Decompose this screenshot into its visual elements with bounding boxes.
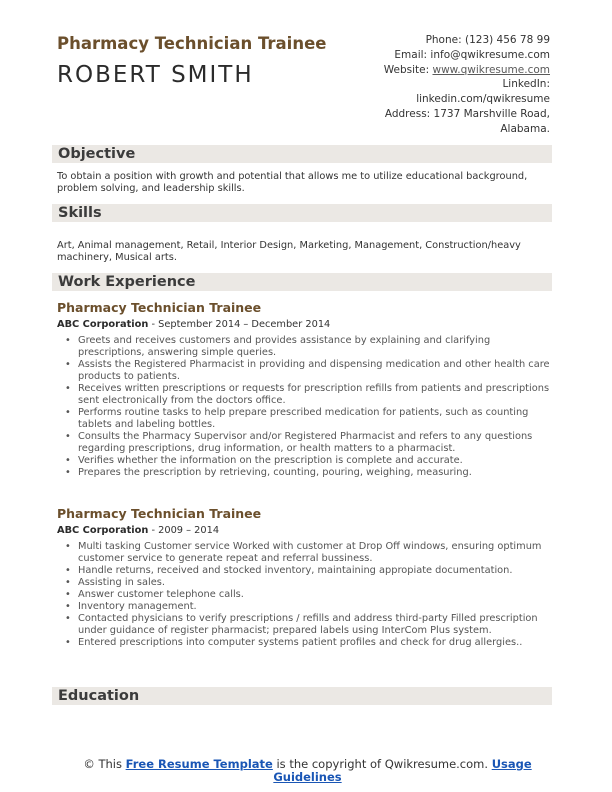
list-item: [57, 431, 552, 455]
list-item-text: Contacted physicians to verify prescriptions / refills and address third-party Filled prescription under guidance of register pharmacist; prepared labels using InterCom Plus system.: [78, 613, 538, 636]
list-item: [57, 589, 552, 601]
candidate-name: ROBERT SMITH: [57, 62, 254, 88]
list-item: [57, 467, 552, 479]
phone-label: Phone:: [425, 34, 462, 46]
address-line2: Alabama.: [500, 122, 550, 135]
contact-email: [290, 48, 550, 63]
website-link[interactable]: www.qwikresume.com: [432, 63, 550, 76]
job-title: Pharmacy Technician Trainee: [57, 300, 262, 315]
list-item-text: Verifies whether the information on the prescription is complete and accurate.: [78, 455, 463, 466]
skills-text: Art, Animal management, Retail, Interior Design, Marketing, Management, Construction/heavy machinery, Musical arts.: [57, 240, 521, 263]
job-meta: [57, 319, 330, 330]
bullet-icon: •: [65, 601, 71, 612]
job-duties-list: [57, 541, 552, 649]
job-duties-list: [57, 335, 552, 479]
list-item: [57, 407, 552, 431]
list-item-text: Inventory management.: [78, 601, 197, 612]
bullet-icon: •: [65, 455, 71, 466]
bullet-icon: •: [65, 541, 71, 552]
list-item: [57, 577, 552, 589]
phone-value: (123) 456 78 99: [464, 34, 550, 46]
contact-address: [290, 107, 550, 122]
list-item: [57, 613, 552, 637]
email-label: Email:: [394, 48, 428, 61]
list-item-text: Answer customer telephone calls.: [78, 589, 244, 600]
free-resume-template-link[interactable]: Free Resume Template: [125, 757, 273, 771]
bullet-icon: •: [65, 407, 71, 418]
bullet-icon: •: [65, 431, 71, 442]
job-meta: [57, 525, 219, 536]
list-item: [57, 359, 552, 383]
objective-text: To obtain a position with growth and potential that allows me to utilize educational background, problem solving, and leadership skills.: [57, 171, 528, 194]
contact-block: [290, 33, 550, 137]
list-item-text: Prepares the prescription by retrieving, counting, pouring, weighing, measuring.: [78, 467, 472, 478]
bullet-icon: •: [65, 637, 71, 648]
list-item-text: Entered prescriptions into computer systems patient profiles and check for drug allergies..: [78, 637, 523, 648]
list-item-text: Assisting in sales.: [78, 577, 165, 588]
footer-prefix: © This: [83, 757, 126, 771]
work-heading: Work Experience: [58, 274, 196, 290]
list-item: [57, 383, 552, 407]
objective-heading: Objective: [58, 146, 136, 162]
job-title: Pharmacy Technician Trainee: [57, 506, 262, 521]
skills-section-header: [52, 204, 552, 222]
website-label: Website:: [383, 63, 430, 76]
objective-section-header: [52, 145, 552, 163]
education-heading: Education: [58, 688, 140, 704]
bullet-icon: •: [65, 613, 71, 624]
bullet-icon: •: [65, 589, 71, 600]
copyright-footer: [60, 758, 555, 784]
list-item: [57, 455, 552, 467]
list-item-text: Assists the Registered Pharmacist in providing and dispensing medication and other health care products to patients.: [78, 359, 550, 382]
list-item-text: Consults the Pharmacy Supervisor and/or Registered Pharmacist and refers to any questions regarding prescriptions, drug information, or health matters to a pharmacist.: [78, 431, 533, 454]
job-company: ABC Corporation: [57, 319, 149, 330]
list-item-text: Performs routine tasks to help prepare prescribed medication for patients, such as counting tablets and labeling bottles.: [78, 407, 529, 430]
work-section-header: [52, 273, 552, 291]
list-item-text: Greets and receives customers and provides assistance by explaining and clarifying prescriptions, answering simple queries.: [78, 335, 491, 358]
contact-linkedin-value: linkedin.com/qwikresume: [416, 93, 550, 106]
bullet-icon: •: [65, 335, 71, 346]
usage-guidelines-link[interactable]: Usage Guidelines: [273, 757, 532, 784]
email-value: info@qwikresume.com: [430, 48, 550, 61]
contact-linkedin-label: LinkedIn:: [502, 78, 550, 91]
job-company: ABC Corporation: [57, 525, 149, 536]
bullet-icon: •: [65, 577, 71, 588]
contact-phone: [290, 33, 550, 48]
contact-website: [290, 63, 550, 78]
list-item-text: Receives written prescriptions or requests for prescription refills from patients and prescriptions sent electronically from the doctors office.: [78, 383, 550, 406]
list-item: [57, 541, 552, 565]
education-section-header: [52, 687, 552, 705]
resume-job-title: Pharmacy Technician Trainee: [57, 34, 327, 53]
list-item: [57, 637, 552, 649]
address-line1: 1737 Marshville Road,: [433, 107, 550, 120]
list-item: [57, 565, 552, 577]
bullet-icon: •: [65, 359, 71, 370]
list-item-text: Multi tasking Customer service Worked with customer at Drop Off windows, ensuring optimum customer service to generate repeat and referral bussiness.: [78, 541, 542, 564]
job-dates: - September 2014 – December 2014: [148, 319, 331, 330]
address-label: Address:: [384, 107, 431, 120]
bullet-icon: •: [65, 383, 71, 394]
footer-middle: is the copyright of Qwikresume.com.: [272, 757, 492, 771]
list-item-text: Handle returns, received and stocked inventory, maintaining appropiate documentation.: [78, 565, 513, 576]
job-dates: - 2009 – 2014: [148, 525, 220, 536]
list-item: [57, 601, 552, 613]
list-item: [57, 335, 552, 359]
bullet-icon: •: [65, 467, 71, 478]
skills-heading: Skills: [58, 205, 102, 221]
bullet-icon: •: [65, 565, 71, 576]
